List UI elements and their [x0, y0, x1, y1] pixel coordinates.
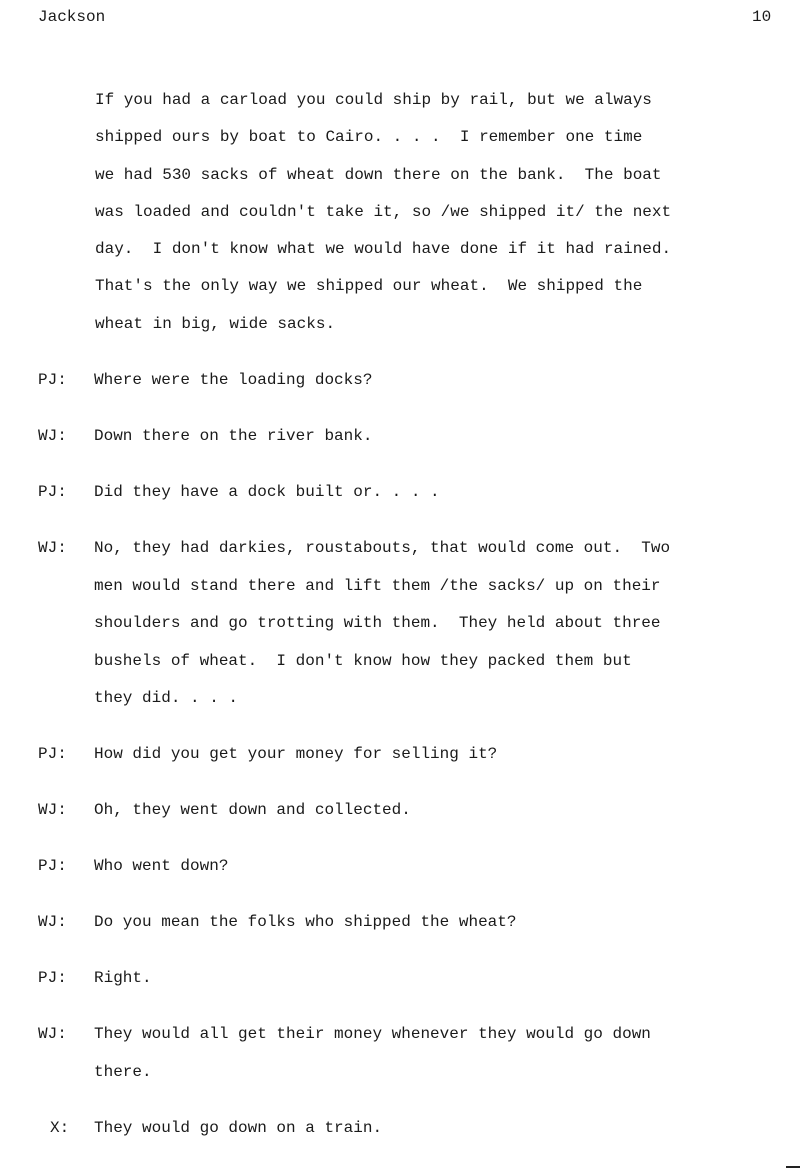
intro-line: shipped ours by boat to Cairo. . . . I remember one time [95, 128, 643, 147]
speaker-label: WJ: [38, 801, 67, 819]
turn-line: men would stand there and lift them /the sacks/ up on their [94, 576, 661, 595]
turn-line: shoulders and go trotting with them. They held about three [94, 614, 661, 632]
speaker-label: WJ: [38, 539, 67, 557]
turn-line: Right. [94, 969, 152, 987]
speaker-label: WJ: [38, 913, 67, 931]
intro-line: we had 530 sacks of wheat down there on the bank. The boat [95, 165, 662, 184]
turn-line: Down there on the river bank. [94, 427, 373, 445]
turn-line: Oh, they went down and collected. [94, 801, 411, 819]
turn-text [94, 848, 784, 886]
speaker-label: PJ: [38, 371, 67, 389]
turn-line: Where were the loading docks? [94, 371, 373, 389]
turn-text [94, 362, 784, 400]
intro-paragraph [95, 82, 775, 343]
intro-line: was loaded and couldn't take it, so /we shipped it/ the next [95, 202, 672, 221]
turn-line: Do you mean the folks who shipped the wheat? [94, 913, 517, 931]
turn-text [94, 1016, 784, 1091]
turn-text [94, 904, 784, 942]
speaker-label: PJ: [38, 745, 67, 763]
turn-text [94, 530, 784, 718]
speaker-label: PJ: [38, 857, 67, 875]
turn-line: No, they had darkies, roustabouts, that would come out. Two [94, 539, 671, 557]
intro-line: If you had a carload you could ship by rail, but we always [95, 91, 652, 109]
turn-line: Did they have a dock built or. . . . [94, 483, 440, 501]
turn-line: Who went down? [94, 857, 229, 875]
speaker-label: WJ: [38, 427, 67, 445]
turn-text [94, 418, 784, 456]
turn-line: They would go down on a train. [94, 1119, 383, 1137]
speaker-label: PJ: [38, 483, 67, 501]
intro-line: wheat in big, wide sacks. [95, 314, 336, 333]
turn-line: They would all get their money whenever they would go down [94, 1025, 651, 1043]
turn-line: bushels of wheat. I don't know how they packed them but [94, 651, 632, 670]
turn-text [94, 960, 784, 998]
scan-edge-mark [786, 1166, 800, 1168]
header-name: Jackson [38, 8, 106, 26]
speaker-label: PJ: [38, 969, 67, 987]
speaker-label: WJ: [38, 1025, 67, 1043]
intro-line: That's the only way we shipped our wheat. We shipped the [95, 277, 643, 296]
turn-text [94, 736, 784, 774]
turn-text [94, 474, 784, 512]
turn-line: How did you get your money for selling it? [94, 745, 498, 763]
turn-text [94, 1110, 784, 1148]
turn-line: they did. . . . [94, 689, 239, 707]
intro-line: day. I don't know what we would have done if it had rained. [95, 240, 672, 259]
page-number: 10 [752, 8, 772, 26]
turn-line: there. [94, 1062, 152, 1081]
speaker-label: X: [50, 1119, 70, 1137]
turn-text [94, 792, 784, 830]
